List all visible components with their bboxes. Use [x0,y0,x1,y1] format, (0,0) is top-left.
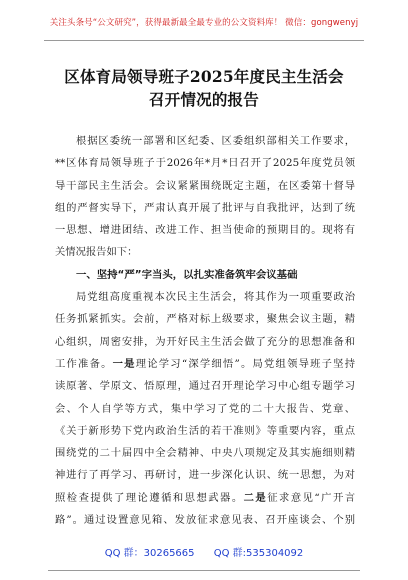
point-marker: 二是 [243,491,268,504]
paragraph-line [55,353,355,375]
document-title-line2: 召开情况的报告 [149,90,259,109]
paragraph-line: 组的严督实导下，严肃认真开展了批评与自我批评，达到了统 [55,201,355,214]
paragraph-line: **区体育局领导班子于2026年*月*日召开了2025年度党员领 [55,157,355,170]
footer-qq-group-1: QQ 群：30265665 [104,548,195,559]
paragraph-text: 工作准备。 [55,357,113,370]
paragraph-line: 会、个人自学等方式，集中学习了党的二十大报告、党章、 [55,402,355,415]
footer-divider [48,570,360,571]
footer-qq-group-2: QQ 群:535304092 [213,548,304,559]
paragraph-line: 围绕党的二十届四中全会精神、中央八项规定及其实施细则精 [55,447,355,460]
paragraph-text: 照检查提供了理论遵循和思想武器。 [55,491,244,504]
paragraph-line [55,487,355,509]
paragraph-line: 读原著、学原文、悟原理，通过召开理论学习中心组专题学习 [55,380,355,393]
document-title-line1: 区体育局领导班子2025年度民主生活会 [64,67,344,86]
paragraph-line: 心组织，周密安排，为开好民主生活会做了充分的思想准备和 [55,335,355,348]
paragraph-line: 导干部民主生活会。会议紧紧围绕既定主题，在区委第十督导 [55,179,355,192]
paragraph-line: 关情况报告如下： [55,246,138,259]
point-marker: 一是 [112,357,136,370]
paragraph-line: 神进行了再学习、再研讨，进一步深化认识、统一思想，为对 [55,469,355,482]
paragraph-line: 一思想、增进团结、改进工作、担当使命的预期目的。现将有 [55,224,355,237]
paragraph-line: 任务抓紧抓实。会前，严格对标上级要求，聚焦会议主题，精 [55,313,355,326]
paragraph-line: 根据区委统一部署和区纪委、区委组织部相关工作要求， [76,135,355,147]
header-banner: 关注头条号“公文研究”，获得最新最全最专业的公文资料库！ 微信：gongwenyj [49,18,359,28]
section-heading: 一、坚持“严”字当头，以扎实准备筑牢会议基础 [76,268,298,281]
paragraph-line: 《关于新形势下党内政治生活的若干准则》等重要内容，重点 [55,424,355,437]
header-divider [44,40,364,41]
paragraph-text: 理论学习“深学细悟”。局党组领导班子坚持 [135,357,355,370]
paragraph-text: 征求意见“广开言 [267,491,355,504]
paragraph-line: 局党组高度重视本次民主生活会，将其作为一项重要政治 [76,291,355,304]
document-body [55,130,355,531]
paragraph-line: 路”。通过设置意见箱、发放征求意见表、召开座谈会、个别 [55,514,355,527]
footer-contacts [0,544,408,559]
